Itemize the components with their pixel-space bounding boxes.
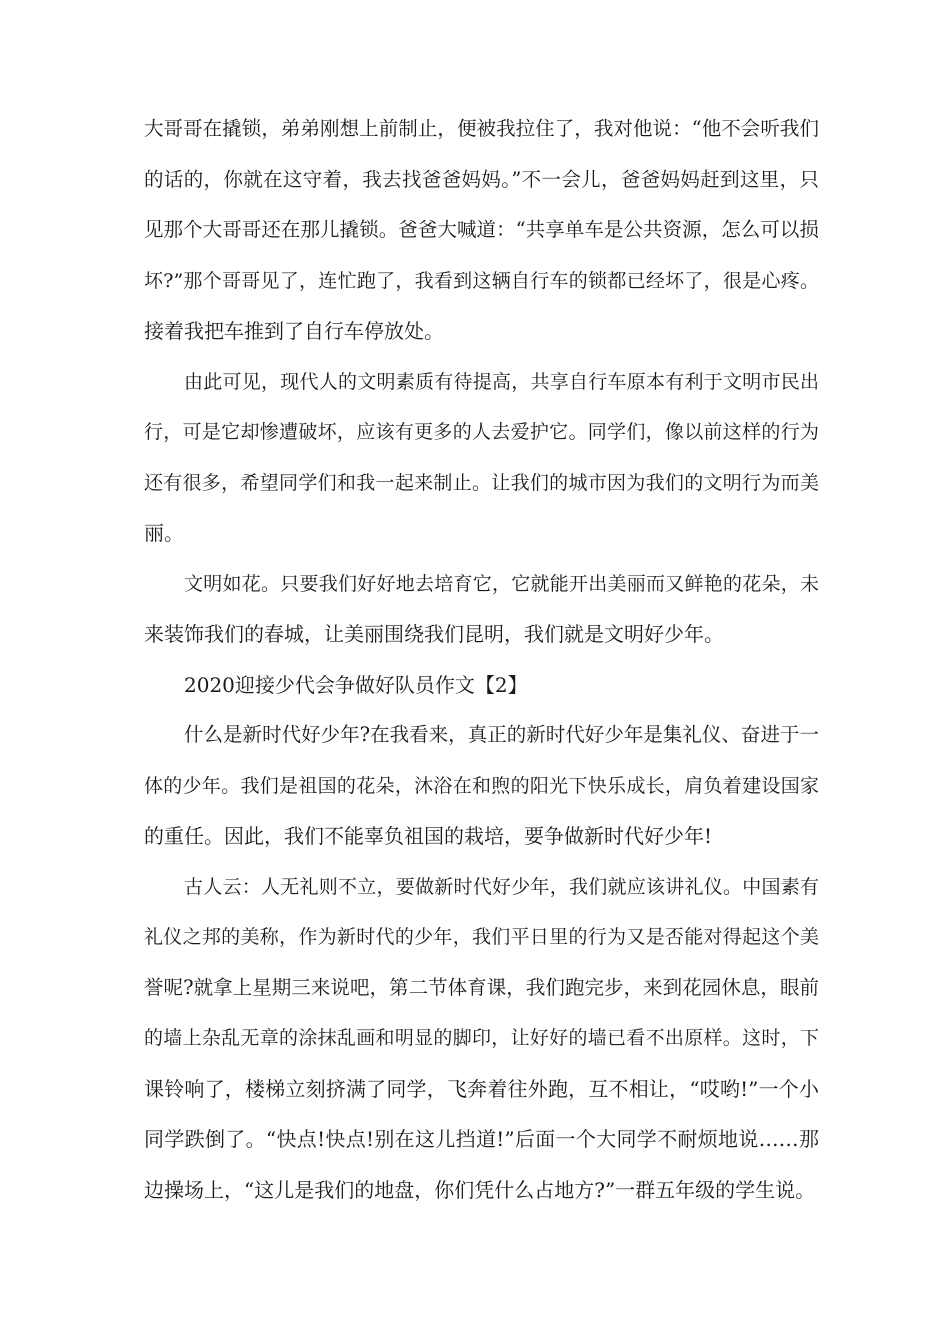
text-line: 还有很多，希望同学们和我一起来制止。让我们的城市因为我们的文明行为而美 [144, 471, 819, 494]
text-line: 由此可见，现代人的文明素质有待提高，共享自行车原本有利于文明市民出 [184, 370, 819, 393]
paragraph [144, 862, 819, 1216]
text-line: 行，可是它却惨遭破坏，应该有更多的人去爱护它。同学们，像以前这样的行为 [144, 421, 819, 443]
text-line: 同学跌倒了。“快点!快点!别在这儿挡道!”后面一个大同学不耐烦地说……那 [144, 1127, 819, 1151]
text-line: 坏?”那个哥哥见了，连忙跑了，我看到这辆自行车的锁都已经坏了，很是心疼。 [144, 269, 819, 292]
text-line: 的墙上杂乱无章的涂抹乱画和明显的脚印，让好好的墙已看不出原样。这时，下 [144, 1027, 819, 1049]
section-heading [144, 660, 819, 711]
text-line: 什么是新时代好少年?在我看来，真正的新时代好少年是集礼仪、奋进于一 [184, 723, 819, 746]
text-line: 古人云：人无礼则不立，要做新时代好少年，我们就应该讲礼仪。中国素有 [184, 875, 819, 898]
text-line: 丽。 [144, 521, 184, 545]
text-line: 的重任。因此，我们不能辜负祖国的栽培，要争做新时代好少年! [144, 824, 713, 848]
text-line: 来装饰我们的春城，让美丽围绕我们昆明，我们就是文明好少年。 [144, 622, 724, 646]
text-line: 文明如花。只要我们好好地去培育它，它就能开出美丽而又鲜艳的花朵，未 [184, 572, 819, 595]
paragraph [144, 104, 819, 357]
text-line: 接着我把车推到了自行车停放处。 [144, 319, 444, 343]
text-line: 大哥哥在撬锁，弟弟刚想上前制止，便被我拉住了，我对他说：“他不会听我们 [144, 117, 819, 140]
text-line: 见那个大哥哥还在那儿撬锁。爸爸大喊道：“共享单车是公共资源，怎么可以损 [144, 218, 819, 241]
text-line: 誉呢?就拿上星期三来说吧，第二节体育课，我们跑完步，来到花园休息，眼前 [144, 975, 819, 999]
text-line: 边操场上，“这儿是我们的地盘，你们凭什么占地方?”一群五年级的学生说。 [144, 1177, 816, 1202]
text-line: 课铃响了，楼梯立刻挤满了同学，飞奔着往外跑，互不相让，“哎哟!”一个小 [144, 1076, 819, 1101]
paragraph [144, 357, 819, 559]
document-body [144, 104, 819, 1215]
heading-line: 2020迎接少代会争做好队员作文【2】 [184, 672, 528, 697]
paragraph [144, 710, 819, 862]
text-line: 的话的，你就在这守着，我去找爸爸妈妈。”不一会儿，爸爸妈妈赶到这里，只 [144, 167, 819, 191]
paragraph [144, 559, 819, 660]
text-line: 礼仪之邦的美称，作为新时代的少年，我们平日里的行为又是否能对得起这个美 [144, 926, 819, 948]
text-line: 体的少年。我们是祖国的花朵，沐浴在和煦的阳光下快乐成长，肩负着建设国家 [144, 774, 819, 797]
